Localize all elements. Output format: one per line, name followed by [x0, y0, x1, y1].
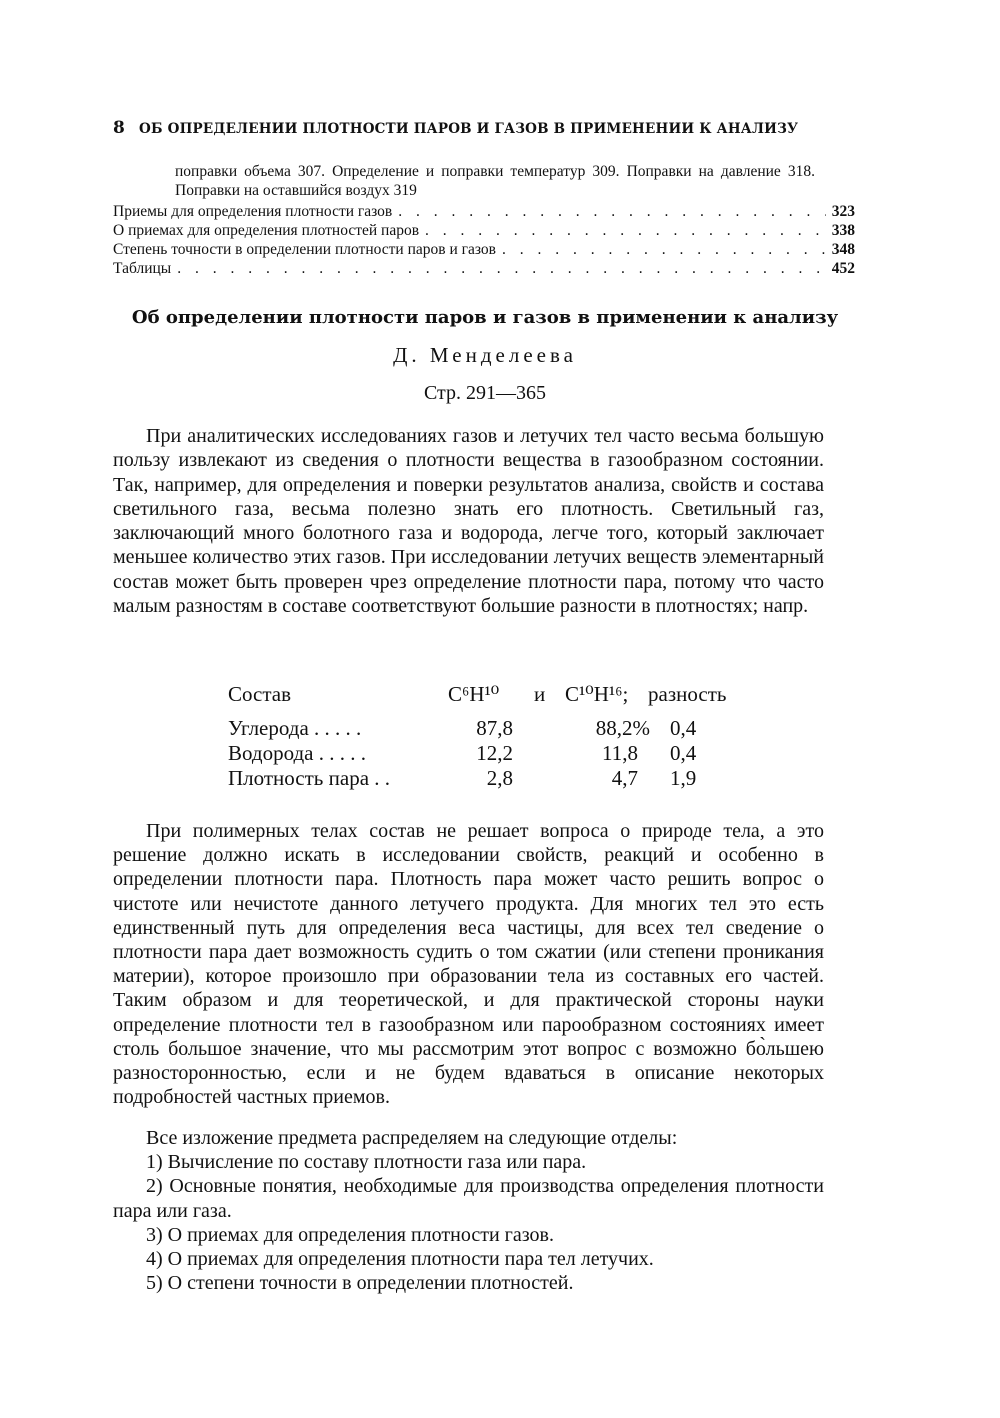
header-difference: разность: [648, 682, 727, 706]
list-item: 3) О приемах для определения плотности газов.: [146, 1223, 554, 1246]
toc-entry-title: Степень точности в определении плотности паров и газов: [113, 241, 496, 258]
list-item: 4) О приемах для определения плотности пара тел летучих.: [146, 1248, 654, 1271]
article-title: Об определении плотности паров и газов в применении к анализу: [131, 307, 839, 328]
sections-list: [113, 1126, 824, 1295]
toc-entry-page: 338: [831, 222, 855, 239]
list-item: 1) Вычисление по составу плотности газа или пара.: [146, 1151, 587, 1174]
value-compound-2: 4,7: [611, 766, 638, 790]
toc-leader-dots: [177, 260, 826, 278]
header-label: Состав: [228, 682, 292, 706]
list-item: 5) О степени точности в определении плотностей.: [146, 1272, 574, 1295]
toc-entry-title: О приемах для определения плотностей паров: [113, 222, 420, 239]
page-number: 8: [113, 118, 126, 138]
toc-entry-page: 348: [831, 241, 855, 258]
header-compound-1: C⁶H¹⁰: [448, 682, 500, 706]
toc-entry: [113, 203, 855, 222]
toc-leader-dots: [425, 222, 826, 240]
header-conjunction: и: [534, 682, 546, 706]
toc-entry: [113, 260, 855, 279]
toc-entry: [113, 241, 855, 260]
article-author: Д. Менделеева: [393, 343, 577, 367]
header-compound-2: C¹⁰H¹⁶;: [565, 682, 629, 706]
toc-leader-dots: [502, 241, 826, 259]
list-intro: Все изложение предмета распределяем на следующие отделы:: [146, 1127, 678, 1149]
toc-entry-title: Приемы для определения плотности газов: [113, 203, 393, 220]
toc-continuation: поправки объема 307. Определение и поправки температур 309. Поправки на давление 318. Поправки на оставшийся воздух 319: [175, 163, 815, 199]
value-difference: 0,4: [670, 741, 697, 765]
running-head: [113, 118, 853, 138]
article-page-range: Стр. 291—365: [423, 382, 547, 404]
paragraph-intro: При аналитических исследованиях газов и летучих тел часто весьма большую пользу извлекают из сведения о плотности вещества в газообразном состоянии. Так, например, для определения и поверки результатов анализа, свойств и состава светильного газа, весьма полезно знать его плотность. Светильный газ, заключающий много болотного газа и водорода, легче того, который заключает меньшее количество этих газов. При исследовании летучих веществ элементарный состав может быть проверен чрез определение плотности пара, потому что часто малым разностям в составе соответствуют большие разности в плотностях; напр.: [113, 425, 824, 618]
toc-entry: [113, 222, 855, 241]
value-compound-2: 88,2%: [595, 716, 650, 740]
row-label: Углерода . . . . .: [228, 716, 362, 740]
toc-entry-title: Таблицы: [113, 260, 172, 277]
table-of-contents: [113, 203, 855, 279]
list-item: 2) Основные понятия, необходимые для производства определения плотности пара или газа.: [113, 1175, 824, 1222]
row-label: Плотность пара . .: [228, 766, 391, 790]
row-label: Водорода . . . . .: [228, 741, 366, 765]
toc-entry-page: 323: [831, 203, 855, 220]
value-compound-1: 12,2: [476, 741, 513, 765]
value-difference: 1,9: [670, 766, 697, 790]
running-head-title: ОБ ОПРЕДЕЛЕНИИ ПЛОТНОСТИ ПАРОВ И ГАЗОВ В ПРИМЕНЕНИИ К АНАЛИЗУ: [139, 121, 799, 137]
value-difference: 0,4: [670, 716, 697, 740]
toc-leader-dots: [398, 203, 826, 221]
paragraph-polymers: При полимерных телах состав не решает вопроса о природе тела, а это решение должно искать в исследовании свойств, реакций и особенно в определении плотности пара. Плотность пара может часто решить вопрос о чистоте или нечистоте данного летучего продукта. Для многих тел это есть единственный путь для определения веса частицы, для всех тел сведение о плотности пара дает возможность судить о том сжатии (или степени проникания материи), которое произошло при образовании тела из составных его частей. Таким образом и для теоретической, и для практической стороны науки определение плотности тел в газообразном или парообразном состояниях имеет столь большое значение, что мы рассмотрим этот вопрос с возможно бо̀льшею разносторонностью, если и не будем вдаваться в описание некоторых подробностей частных приемов.: [113, 820, 824, 1109]
value-compound-2: 11,8: [602, 741, 638, 765]
value-compound-1: 87,8: [476, 716, 513, 740]
value-compound-1: 2,8: [486, 766, 513, 790]
toc-entry-page: 452: [831, 260, 855, 277]
